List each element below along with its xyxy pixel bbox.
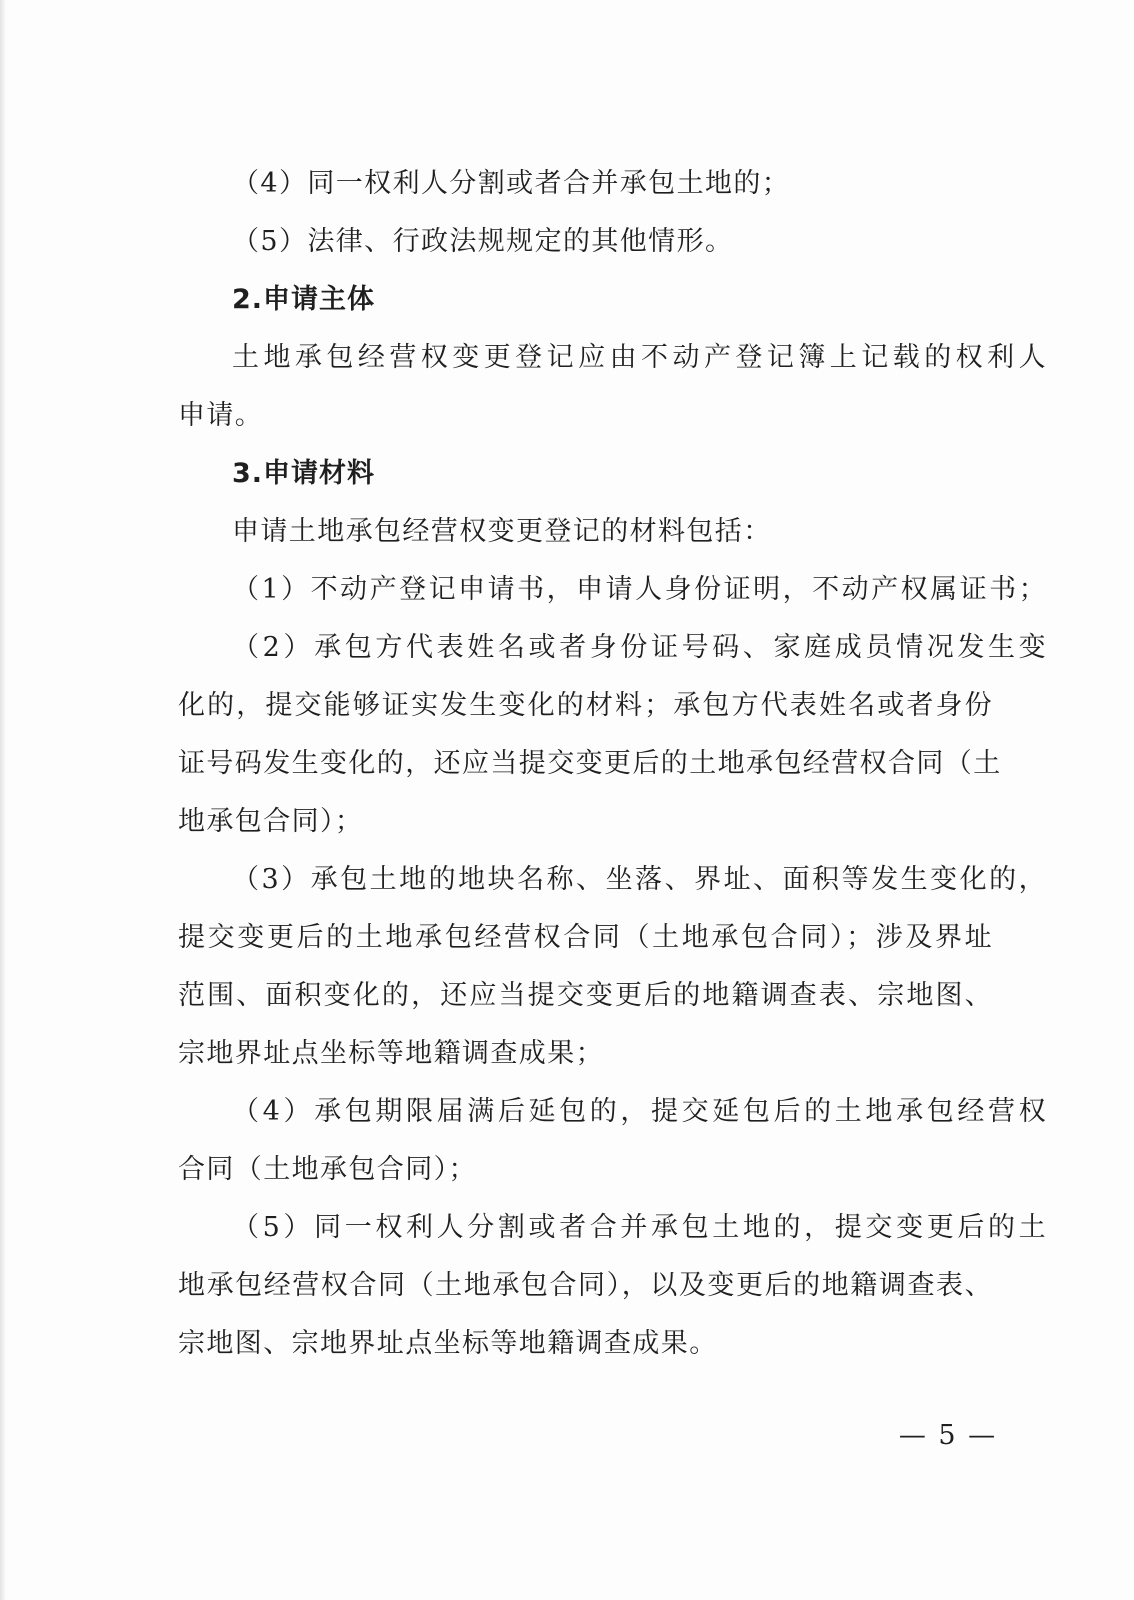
material-item-5: （5）同一权利人分割或者合并承包土地的，提交变更后的土 [232, 1212, 1047, 1243]
material-item-3-cont: 范围、面积变化的，还应当提交变更后的地籍调查表、宗地图、 [178, 980, 993, 1011]
material-item-1: （1）不动产登记申请书，申请人身份证明，不动产权属证书； [232, 574, 1047, 605]
material-item-4-cont: 合同（土地承包合同）； [178, 1154, 477, 1185]
paragraph-line: 申请土地承包经营权变更登记的材料包括： [232, 516, 772, 547]
material-item-3-cont: 宗地界址点坐标等地籍调查成果； [178, 1038, 604, 1069]
item-5-line: （5）法律、行政法规规定的其他情形。 [232, 226, 734, 257]
section-heading-materials: 3.申请材料 [232, 458, 376, 489]
material-item-2: （2）承包方代表姓名或者身份证号码、家庭成员情况发生变 [232, 632, 1047, 663]
item-4-line: （4）同一权利人分割或者合并承包土地的； [232, 168, 791, 199]
scan-edge [0, 0, 6, 1600]
material-item-3-cont: 提交变更后的土地承包经营权合同（土地承包合同）；涉及界址 [178, 922, 993, 953]
material-item-4: （4）承包期限届满后延包的，提交延包后的土地承包经营权 [232, 1096, 1047, 1127]
material-item-2-cont: 化的，提交能够证实发生变化的材料；承包方代表姓名或者身份 [178, 690, 993, 721]
material-item-2-cont: 地承包合同）； [178, 806, 364, 837]
paragraph-line: 土地承包经营权变更登记应由不动产登记簿上记载的权利人 [232, 342, 1047, 373]
material-item-3: （3）承包土地的地块名称、坐落、界址、面积等发生变化的， [232, 864, 1047, 895]
material-item-5-cont: 地承包经营权合同（土地承包合同），以及变更后的地籍调查表、 [178, 1270, 993, 1301]
material-item-2-cont: 证号码发生变化的，还应当提交变更后的土地承包经营权合同（土 [178, 748, 1002, 779]
paragraph-line: 申请。 [178, 400, 264, 431]
section-heading-applicant: 2.申请主体 [232, 284, 376, 315]
material-item-5-cont: 宗地图、宗地界址点坐标等地籍调查成果。 [178, 1328, 718, 1359]
page-number: — 5 — [898, 1420, 998, 1451]
